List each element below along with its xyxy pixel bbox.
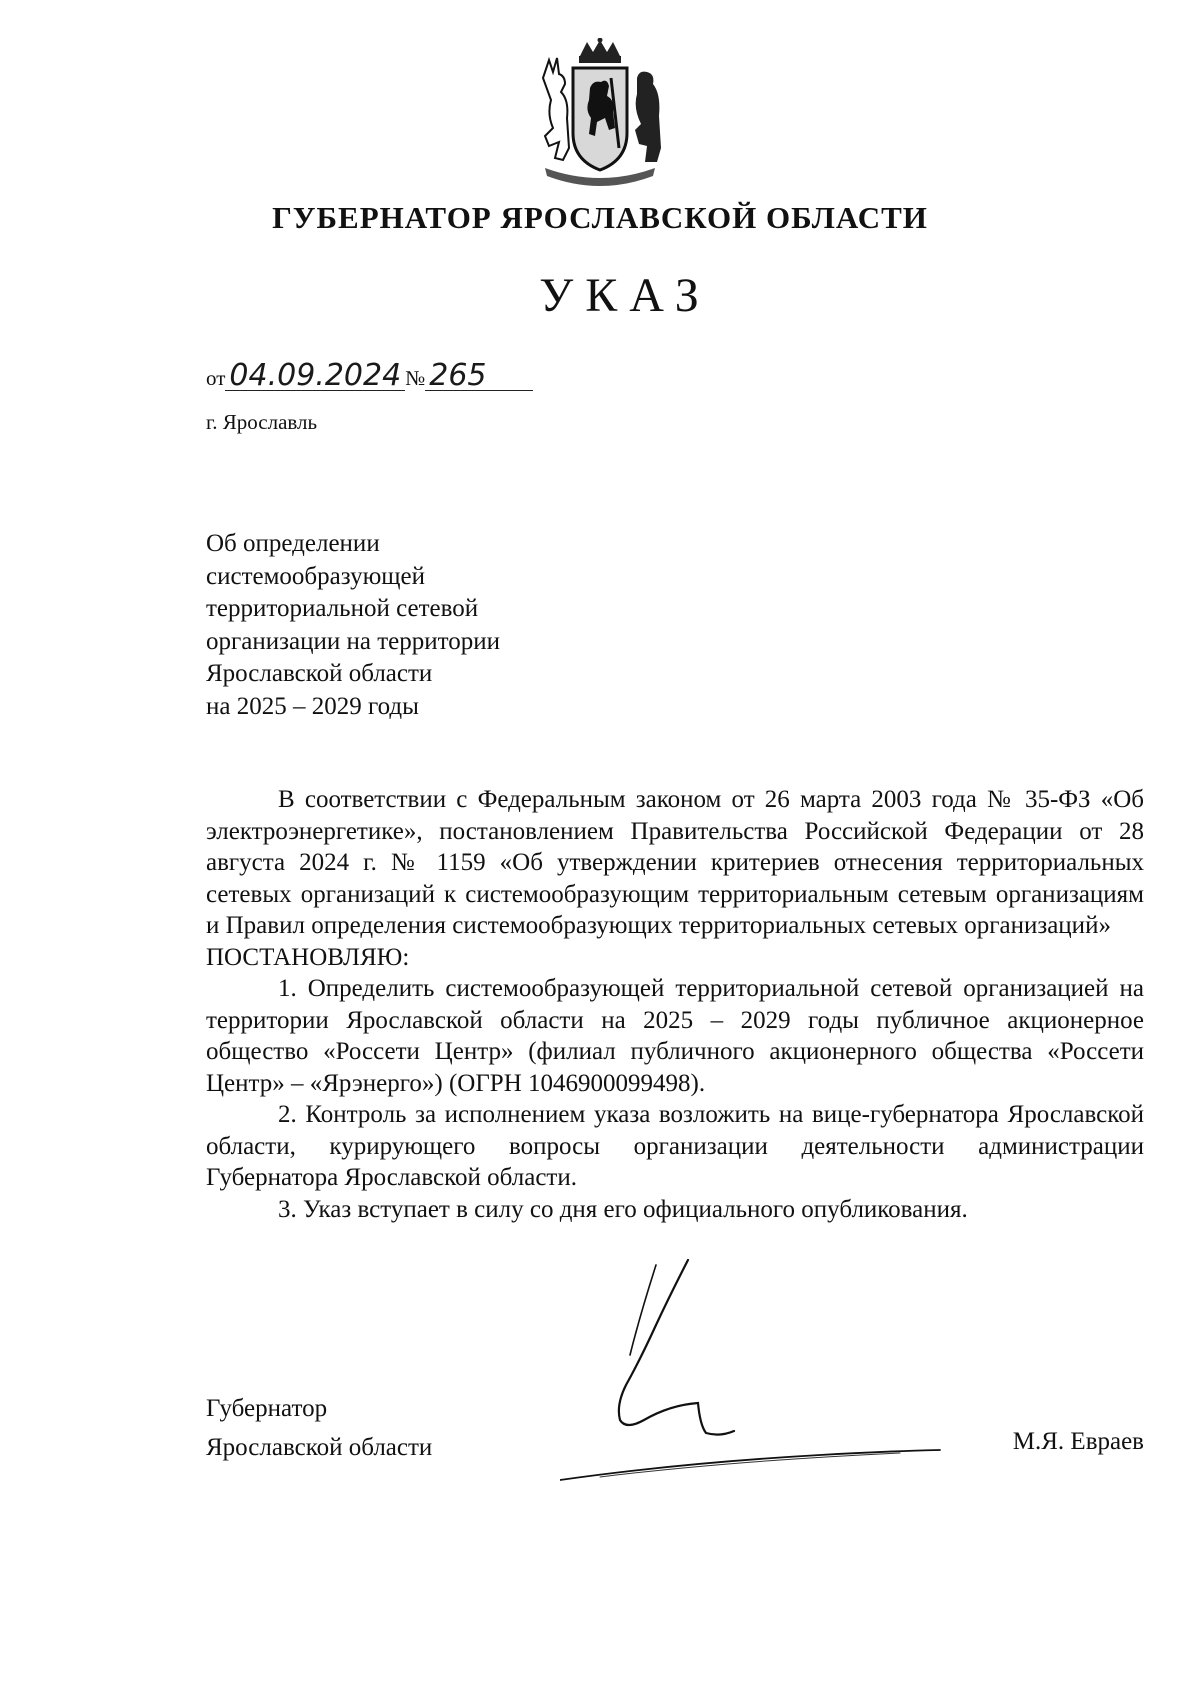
signatory-name: М.Я. Евраев	[1012, 1428, 1144, 1455]
subject-line: системообразующей	[206, 562, 425, 590]
preamble-paragraph: В соответствии с Федеральным законом от 26 марта 2003 года № 35-ФЗ «Об электроэнергетике», постановлением Правительства Российской Федерации от 28 августа 2024 г. № 1159 «Об утверждении критериев отнесения территориальных сетевых организаций к системообразующим территориальным сетевым организациям и Правил определения системообразующих территориальных сетевых организаций»	[206, 786, 1144, 939]
number-prefix: №	[405, 366, 426, 390]
subject-line: на 2025 – 2029 годы	[206, 692, 419, 720]
issuer-title: ГУБЕРНАТОР ЯРОСЛАВСКОЙ ОБЛАСТИ	[272, 200, 928, 235]
decree-item-1: 1. Определить системообразующей территориальной сетевой организацией на территории Ярославской области на 2025 – 2029 годы публичное акционерное общество «Россети Центр» (филиал публичного акционерного общества «Россети Центр» – «Ярэнерго») (ОГРН 1046900099498).	[206, 975, 1144, 1097]
document-type: УКАЗ	[539, 269, 711, 322]
subject-line: Ярославской области	[206, 660, 433, 687]
registration-line	[206, 358, 533, 393]
subject-line: территориальной сетевой	[206, 595, 479, 622]
document-number: 265	[425, 362, 533, 391]
subject-line: организации на территории	[206, 627, 500, 655]
position-line: Ярославской области	[206, 1434, 433, 1461]
subject-line: Об определении	[206, 530, 380, 557]
coat-of-arms-icon	[535, 38, 665, 198]
document-subject	[206, 528, 626, 723]
decree-item-2: 2. Контроль за исполнением указа возложить на вице-губернатора Ярославской области, курирующего вопросы организации деятельности администрации Губернатора Ярославской области.	[206, 1101, 1144, 1191]
decree-word: ПОСТАНОВЛЯЮ:	[206, 943, 410, 971]
document-body	[206, 784, 1144, 1225]
decree-item-3: 3. Указ вступает в силу со дня его официального опубликования.	[278, 1195, 968, 1223]
city: г. Ярославль	[206, 410, 318, 434]
handwritten-signature	[560, 1255, 1000, 1495]
signatory-position	[206, 1389, 432, 1467]
position-line: Губернатор	[206, 1395, 328, 1422]
date-prefix: от	[206, 366, 226, 390]
document-date: 04.09.2024	[225, 362, 405, 391]
